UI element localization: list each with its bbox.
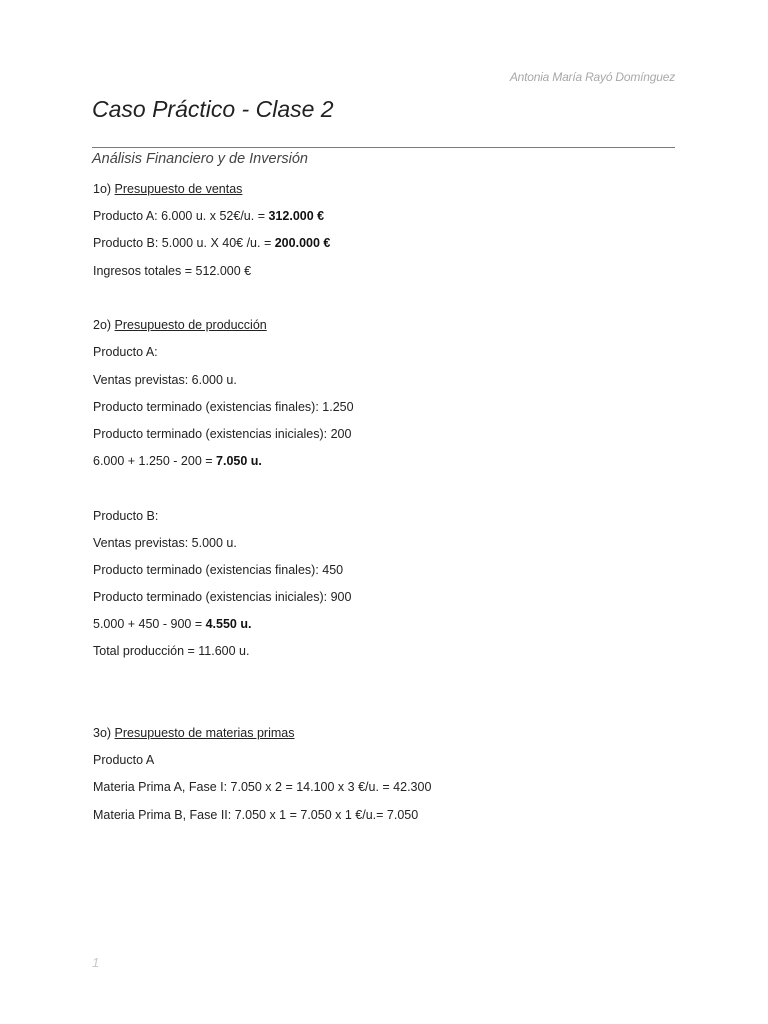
section3-label: Producto A [93, 753, 155, 767]
section2-b-ventas: Ventas previstas: 5.000 u. [93, 536, 237, 550]
section2-a-label: Producto A: [93, 345, 158, 359]
section3-mp-b: Materia Prima B, Fase II: 7.050 x 1 = 7.050 x 1 €/u.= 7.050 [93, 808, 419, 822]
section1-line-b: Producto B: 5.000 u. X 40€ /u. = 200.000 € [93, 236, 331, 250]
section2-a-calc: 6.000 + 1.250 - 200 = 7.050 u. [93, 454, 262, 468]
section2-total: Total producción = 11.600 u. [93, 644, 250, 658]
document-title: Caso Práctico - Clase 2 [92, 96, 334, 122]
section1-number: 1o) [93, 182, 115, 196]
section2-a-iniciales: Producto terminado (existencias iniciales): 200 [93, 427, 352, 441]
section2-a-finales: Producto terminado (existencias finales): 1.250 [93, 400, 354, 414]
section2-title: Presupuesto de producción [114, 318, 267, 332]
section2-b-label: Producto B: [93, 509, 159, 523]
page-number: 1 [92, 955, 100, 970]
section2-b-finales: Producto terminado (existencias finales): 450 [93, 563, 344, 577]
section2-a-result: 7.050 u. [216, 454, 262, 468]
section1-total: Ingresos totales = 512.000 € [93, 264, 252, 278]
section3-title: Presupuesto de materias primas [114, 726, 295, 740]
section3-heading [93, 726, 295, 740]
title-divider [92, 147, 675, 148]
document-subtitle: Análisis Financiero y de Inversión [92, 151, 308, 167]
section1-heading [93, 182, 242, 196]
section3-number: 3o) [93, 726, 115, 740]
author-name: Antonia María Rayó Domínguez [509, 70, 675, 84]
section2-heading [93, 318, 267, 332]
section2-b-result: 4.550 u. [205, 617, 252, 631]
section2-b-calc: 5.000 + 450 - 900 = 4.550 u. [93, 617, 252, 631]
section1-result-a: 312.000 € [268, 209, 325, 223]
section1-result-b: 200.000 € [274, 236, 331, 250]
section1-title: Presupuesto de ventas [114, 182, 243, 196]
section1-line-a: Producto A: 6.000 u. x 52€/u. = 312.000 € [93, 209, 325, 223]
section2-number: 2o) [93, 318, 115, 332]
section2-b-iniciales: Producto terminado (existencias iniciales): 900 [93, 590, 352, 604]
section3-mp-a: Materia Prima A, Fase I: 7.050 x 2 = 14.100 x 3 €/u. = 42.300 [93, 780, 432, 794]
section2-a-ventas: Ventas previstas: 6.000 u. [93, 373, 237, 387]
